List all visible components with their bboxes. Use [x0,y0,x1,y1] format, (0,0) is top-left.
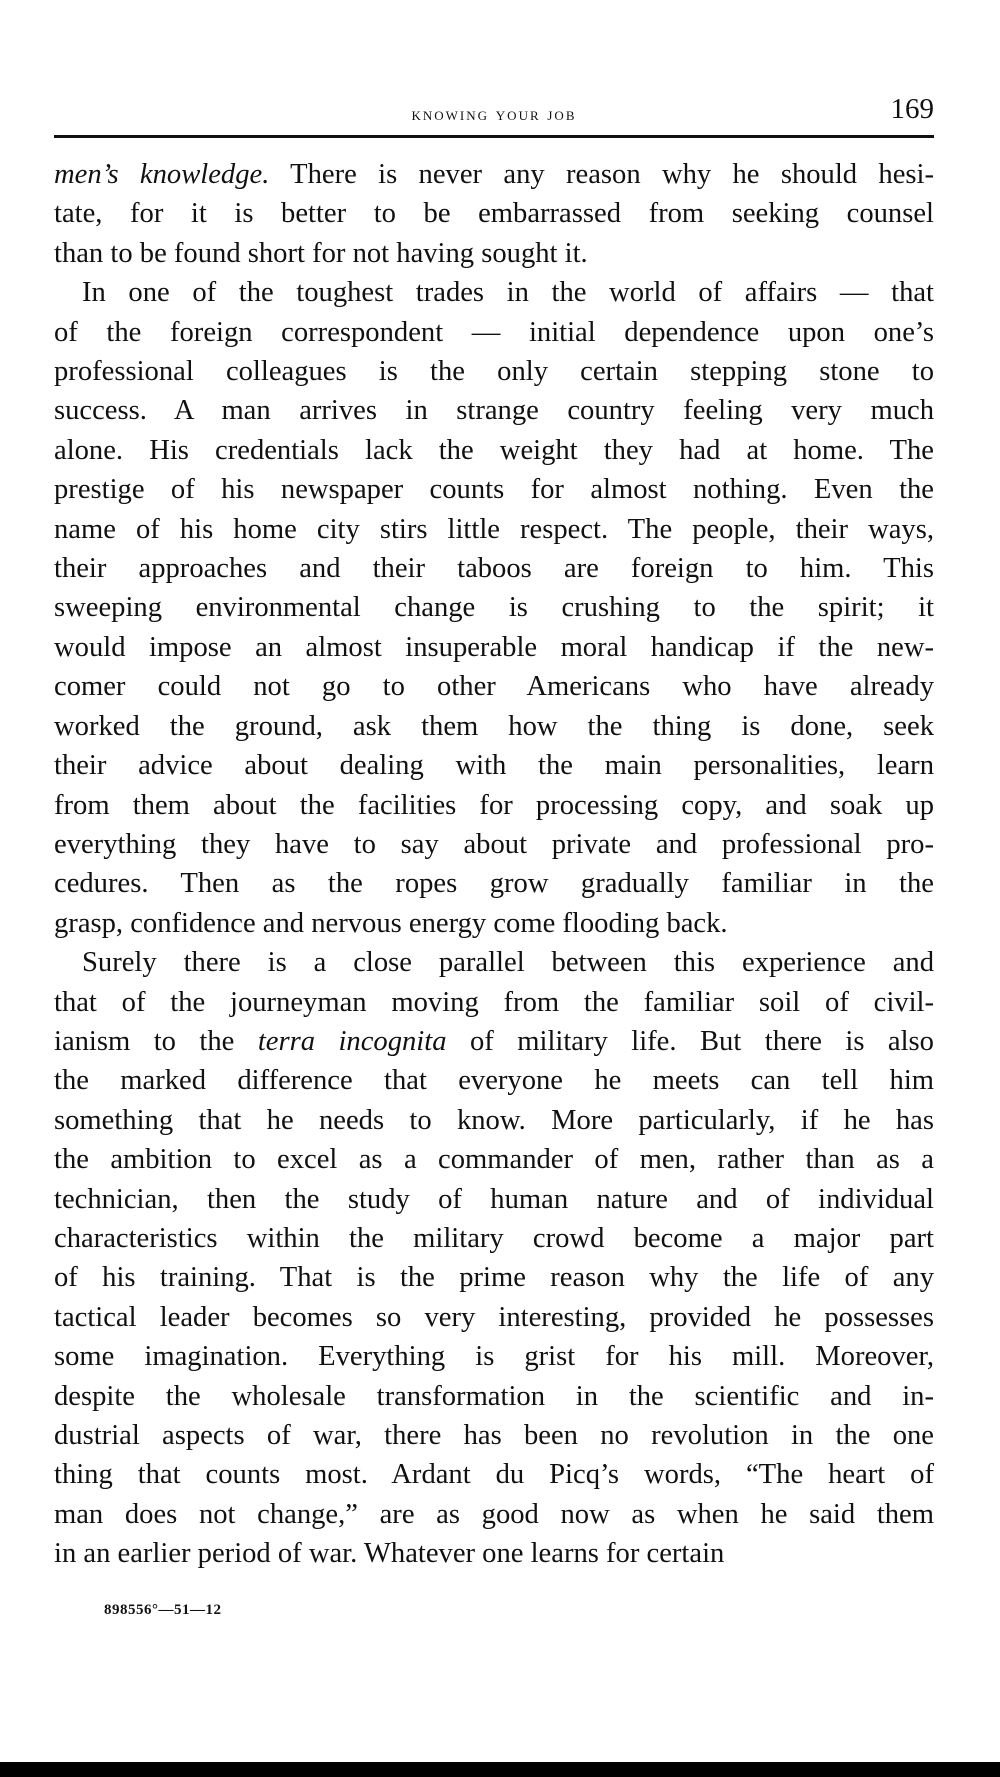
text-segment: from them about the facilities for processing copy, and soak up [54,789,934,821]
text-segment: name of his home city stirs little respect. The people, their ways, [54,513,934,545]
text-segment: tactical leader becomes so very interesting, provided he possesses [54,1301,934,1333]
text-segment: sweeping environmental change is crushing to the spirit; it [54,592,934,624]
text-line [54,470,934,509]
text-line [54,1061,934,1100]
text-segment: professional colleagues is the only certain stepping stone to [54,356,934,388]
running-title: knowing your job [411,104,577,125]
text-line [54,1298,934,1337]
text-segment: man does not change,” are as good now as when he said them [54,1498,934,1530]
text-segment: comer could not go to other Americans who have already [54,671,934,703]
text-line [54,1219,934,1258]
text-line [54,1455,934,1494]
text-line [54,864,934,903]
text-line [54,1140,934,1179]
text-line [54,707,934,746]
text-segment: would impose an almost insuperable moral handicap if the new- [54,631,934,663]
text-line [54,194,934,233]
text-line [54,1337,934,1376]
text-segment: There is never any reason why he should hesi- [269,159,934,190]
body-text [54,155,934,1574]
text-line [54,746,934,785]
text-segment: everything they have to say about private and professional pro- [54,828,934,860]
text-line [54,431,934,470]
text-line [54,273,934,312]
text-line [54,510,934,549]
text-segment: than to be found short for not having sought it. [54,237,588,269]
text-segment: their advice about dealing with the main personalities, learn [54,750,934,782]
header-rule [54,135,934,138]
text-segment: of his training. That is the prime reason why the life of any [54,1262,934,1294]
text-line [54,667,934,706]
text-segment: their approaches and their taboos are foreign to him. This [54,553,934,585]
text-line [54,588,934,627]
text-segment: Surely there is a close parallel between this experience and [82,947,934,979]
text-line [54,391,934,430]
text-segment: that of the journeyman moving from the familiar soil of civil- [54,986,934,1018]
text-segment: In one of the toughest trades in the world of affairs — that [82,277,934,309]
text-segment: the ambition to excel as a commander of men, rather than as a [54,1144,934,1176]
text-line [54,1377,934,1416]
italic-phrase: terra incognita [257,1025,447,1057]
text-line [54,825,934,864]
text-segment: characteristics within the military crowd become a major part [54,1222,934,1254]
text-segment: cedures. Then as the ropes grow gradually familiar in the [54,868,934,900]
text-segment: ianism to the [54,1025,258,1057]
text-segment: dustrial aspects of war, there has been no revolution in the one [54,1420,934,1451]
text-segment: worked the ground, ask them how the thing is done, seek [54,710,934,742]
text-line [54,313,934,352]
text-segment: in an earlier period of war. Whatever one learns for certain [54,1538,725,1570]
text-segment: of military life. But there is also [446,1025,934,1057]
text-line [54,1022,934,1061]
text-segment: prestige of his newspaper counts for almost nothing. Even the [54,474,934,506]
page-number: 169 [890,93,934,125]
text-line [54,983,934,1022]
text-segment: something that he needs to know. More particularly, if he has [54,1104,934,1136]
text-segment: grasp, confidence and nervous energy come flooding back. [54,907,728,939]
text-segment: thing that counts most. Ardant du Picq’s words, “The heart of [54,1459,934,1491]
text-segment: success. A man arrives in strange country feeling very much [54,395,934,427]
text-segment: of the foreign correspondent — initial dependence upon one’s [54,316,934,348]
text-segment: alone. His credentials lack the weight they had at home. The [54,434,934,466]
text-line [54,352,934,391]
text-line [54,1416,934,1455]
text-line [54,155,934,194]
text-line [54,549,934,588]
scan-edge-bar [0,1762,1000,1777]
text-line [54,628,934,667]
text-segment: some imagination. Everything is grist for his mill. Moreover, [54,1341,934,1373]
italic-phrase: men’s knowledge. [54,159,270,190]
text-line [54,786,934,825]
text-line [54,1180,934,1219]
text-line [54,234,934,273]
text-line [54,1534,934,1573]
text-line [54,1101,934,1140]
text-line [54,904,934,943]
running-head [54,93,934,136]
text-line [54,1495,934,1534]
text-line [54,1258,934,1297]
text-segment: tate, for it is better to be embarrassed from seeking counsel [54,198,934,230]
text-segment: the marked difference that everyone he meets can tell him [54,1065,934,1097]
text-line [54,943,934,982]
text-segment: technician, then the study of human nature and of individual [54,1183,934,1215]
print-code: 898556°—51—12 [104,1602,222,1618]
text-segment: despite the wholesale transformation in the scientific and in- [54,1380,934,1412]
